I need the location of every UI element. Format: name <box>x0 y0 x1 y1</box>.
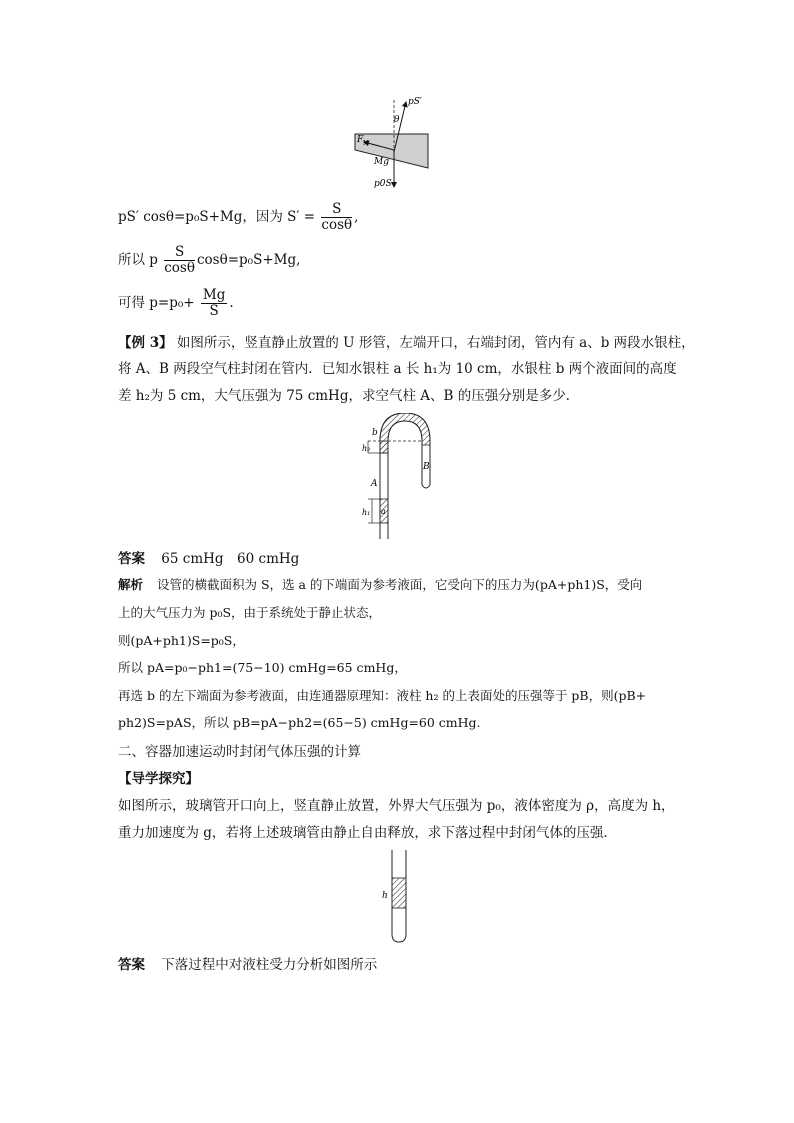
example3-line3: 差 h₂为 5 cm，大气压强为 75 cmHg，求空气柱 A、B 的压强分别是多少． <box>118 388 580 404</box>
analysis-line1 <box>118 575 642 593</box>
example3-text1: 如图所示，竖直静止放置的 U 形管，左端开口，右端封闭，管内有 a、b 两段水银柱， <box>176 335 695 351</box>
equation-3 <box>118 288 234 319</box>
eq3-numerator: Mg <box>202 287 226 303</box>
eq3-denominator: S <box>209 303 219 319</box>
fig2-label-h1: h₁ <box>362 508 371 517</box>
eq1-lhs: pS′ cosθ=p₀S+Mg，因为 S′ = <box>118 209 316 225</box>
eq3-fraction <box>201 288 227 319</box>
answer2-text: 下落过程中对液柱受力分析如图所示 <box>161 957 378 973</box>
eq1-tail: , <box>354 209 359 225</box>
analysis-line4: 所以 pA=p₀−ph1=(75−10) cmHg=65 cmHg， <box>118 660 407 675</box>
section2-guide: 【导学探究】 <box>118 771 199 787</box>
fig1-label-ps: pS′ <box>408 97 422 107</box>
answer2 <box>118 953 377 973</box>
equation-1 <box>118 202 358 233</box>
eq3-pre: 可得 p=p₀+ <box>118 295 195 311</box>
eq2-numerator: S <box>164 245 195 261</box>
analysis-tag: 解析 <box>118 577 144 592</box>
answer2-tag: 答案 <box>118 957 145 973</box>
fig2-label-b: b <box>372 428 378 438</box>
section2-line2: 重力加速度为 g，若将上述玻璃管由静止自由释放，求下落过程中封闭气体的压强． <box>118 825 617 841</box>
analysis-line5: 再选 b 的左下端面为参考液面，由连通器原理知：液柱 h₂ 的上表面处的压强等于 pB，则(pB+ <box>118 688 647 703</box>
eq1-numerator: S <box>321 202 352 218</box>
fig3-label-h: h <box>382 891 388 901</box>
fig2-label-B: B <box>423 462 430 472</box>
u-tube-diagram <box>360 413 440 541</box>
analysis-line6: ph2)S=pAS，所以 pB=pA−ph2=(65−5) cmHg=60 cmHg. <box>118 715 481 730</box>
example3-tag: 【例 3】 <box>118 335 173 351</box>
fig2-label-a: a <box>381 507 386 516</box>
section2-line1: 如图所示，玻璃管开口向上，竖直静止放置，外界大气压强为 p₀，液体密度为 ρ，高度为 h， <box>118 798 675 814</box>
analysis-line2: 上的大气压力为 p₀S，由于系统处于静止状态， <box>118 605 382 620</box>
fig1-label-mg: Mg <box>374 157 389 167</box>
eq2-post: cosθ=p₀S+Mg, <box>196 252 301 268</box>
fig1-label-theta: θ <box>394 115 400 125</box>
fig2-label-A: A <box>371 479 378 489</box>
eq2-fraction <box>164 245 195 276</box>
eq2-denominator: cosθ <box>164 260 195 276</box>
section2-title: 二、容器加速运动时封闭气体压强的计算 <box>118 744 361 760</box>
example3-line1 <box>118 331 695 351</box>
fig1-label-fn: F <box>357 135 364 145</box>
analysis-line3: 则(pA+ph1)S=p₀S， <box>118 633 245 648</box>
eq1-denominator: cosθ <box>321 217 353 233</box>
equation-2 <box>118 245 300 276</box>
fig1-label-p0s: p0S <box>374 179 392 189</box>
force-diagram-piston <box>350 92 440 192</box>
fig2-label-h2: h₂ <box>362 444 371 453</box>
answer1 <box>118 547 299 567</box>
analysis-text1: 设管的横截面积为 S，选 a 的下端面为参考液面，它受向下的压力为(pA+ph1)S，受向 <box>157 577 643 592</box>
test-tube-diagram <box>378 848 418 944</box>
example3-line2: 将 A、B 两段空气柱封闭在管内．已知水银柱 a 长 h₁为 10 cm，水银柱 b 两个液面间的高度 <box>118 361 677 377</box>
eq2-pre: 所以 p <box>118 252 158 268</box>
answer1-text: 65 cmHg 60 cmHg <box>161 551 300 567</box>
answer1-tag: 答案 <box>118 551 145 567</box>
eq3-tail: . <box>229 295 234 311</box>
eq1-fraction <box>321 202 352 233</box>
fig1-label-fn-sub: N <box>363 140 369 147</box>
